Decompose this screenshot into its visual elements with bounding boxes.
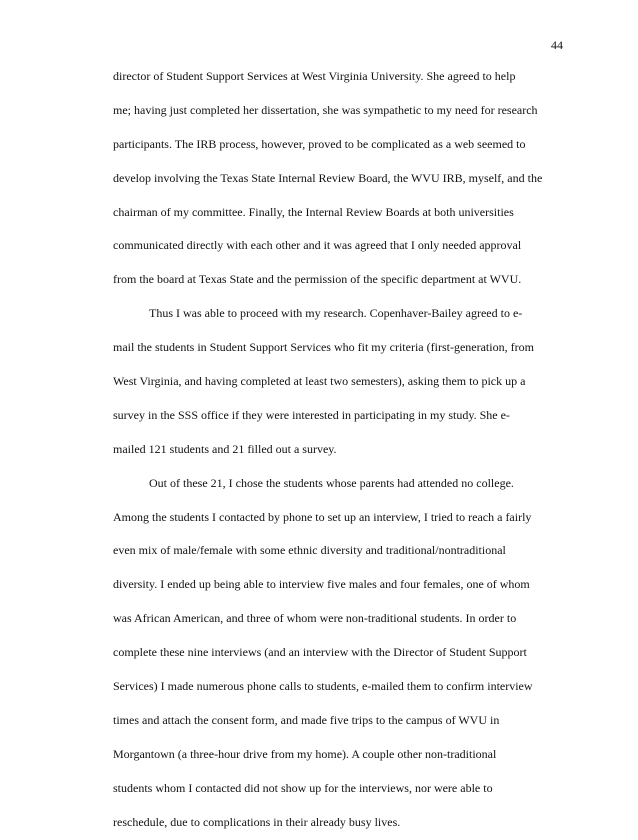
- text-line: mailed 121 students and 21 filled out a survey.: [113, 441, 337, 456]
- paragraph-first-line: Thus I was able to proceed with my research. Copenhaver-Bailey agreed to e-: [149, 306, 523, 321]
- body-text: [113, 60, 553, 839]
- text-line: diversity. I ended up being able to interview five males and four females, one of whom: [113, 577, 530, 592]
- text-line: develop involving the Texas State Internal Review Board, the WVU IRB, myself, and the: [113, 170, 543, 185]
- text-line: communicated directly with each other and it was agreed that I only needed approval: [113, 238, 522, 253]
- text-line: director of Student Support Services at West Virginia University. She agreed to help: [113, 69, 516, 83]
- text-line: me; having just completed her dissertation, she was sympathetic to my need for research: [113, 102, 538, 117]
- text-line: participants. The IRB process, however, proved to be complicated as a web seemed to: [113, 136, 526, 151]
- text-line: complete these nine interviews (and an interview with the Director of Student Support: [113, 645, 527, 660]
- text-line: even mix of male/female with some ethnic diversity and traditional/nontraditional: [113, 543, 506, 558]
- text-line: from the board at Texas State and the permission of the specific department at WVU.: [113, 272, 522, 287]
- text-line: Among the students I contacted by phone to set up an interview, I tried to reach a fairly: [113, 509, 532, 524]
- text-line: reschedule, due to complications in their already busy lives.: [113, 814, 401, 829]
- text-line: survey in the SSS office if they were interested in participating in my study. She e-: [113, 407, 510, 422]
- text-line: students whom I contacted did not show up for the interviews, nor were able to: [113, 780, 493, 795]
- text-line: times and attach the consent form, and made five trips to the campus of WVU in: [113, 712, 500, 727]
- text-line: was African American, and three of whom were non-traditional students. In order to: [113, 611, 517, 626]
- text-line: mail the students in Student Support Services who fit my criteria (first-generation, from: [113, 340, 534, 355]
- text-line: West Virginia, and having completed at least two semesters), asking them to pick up a: [113, 374, 526, 389]
- text-line: chairman of my committee. Finally, the Internal Review Boards at both universities: [113, 204, 514, 219]
- text-line: Morgantown (a three-hour drive from my home). A couple other non-traditional: [113, 746, 497, 761]
- page-number: 44: [551, 38, 563, 52]
- paragraph-first-line: Out of these 21, I chose the students whose parents had attended no college.: [149, 475, 514, 490]
- text-line: Services) I made numerous phone calls to students, e-mailed them to confirm interview: [113, 679, 533, 694]
